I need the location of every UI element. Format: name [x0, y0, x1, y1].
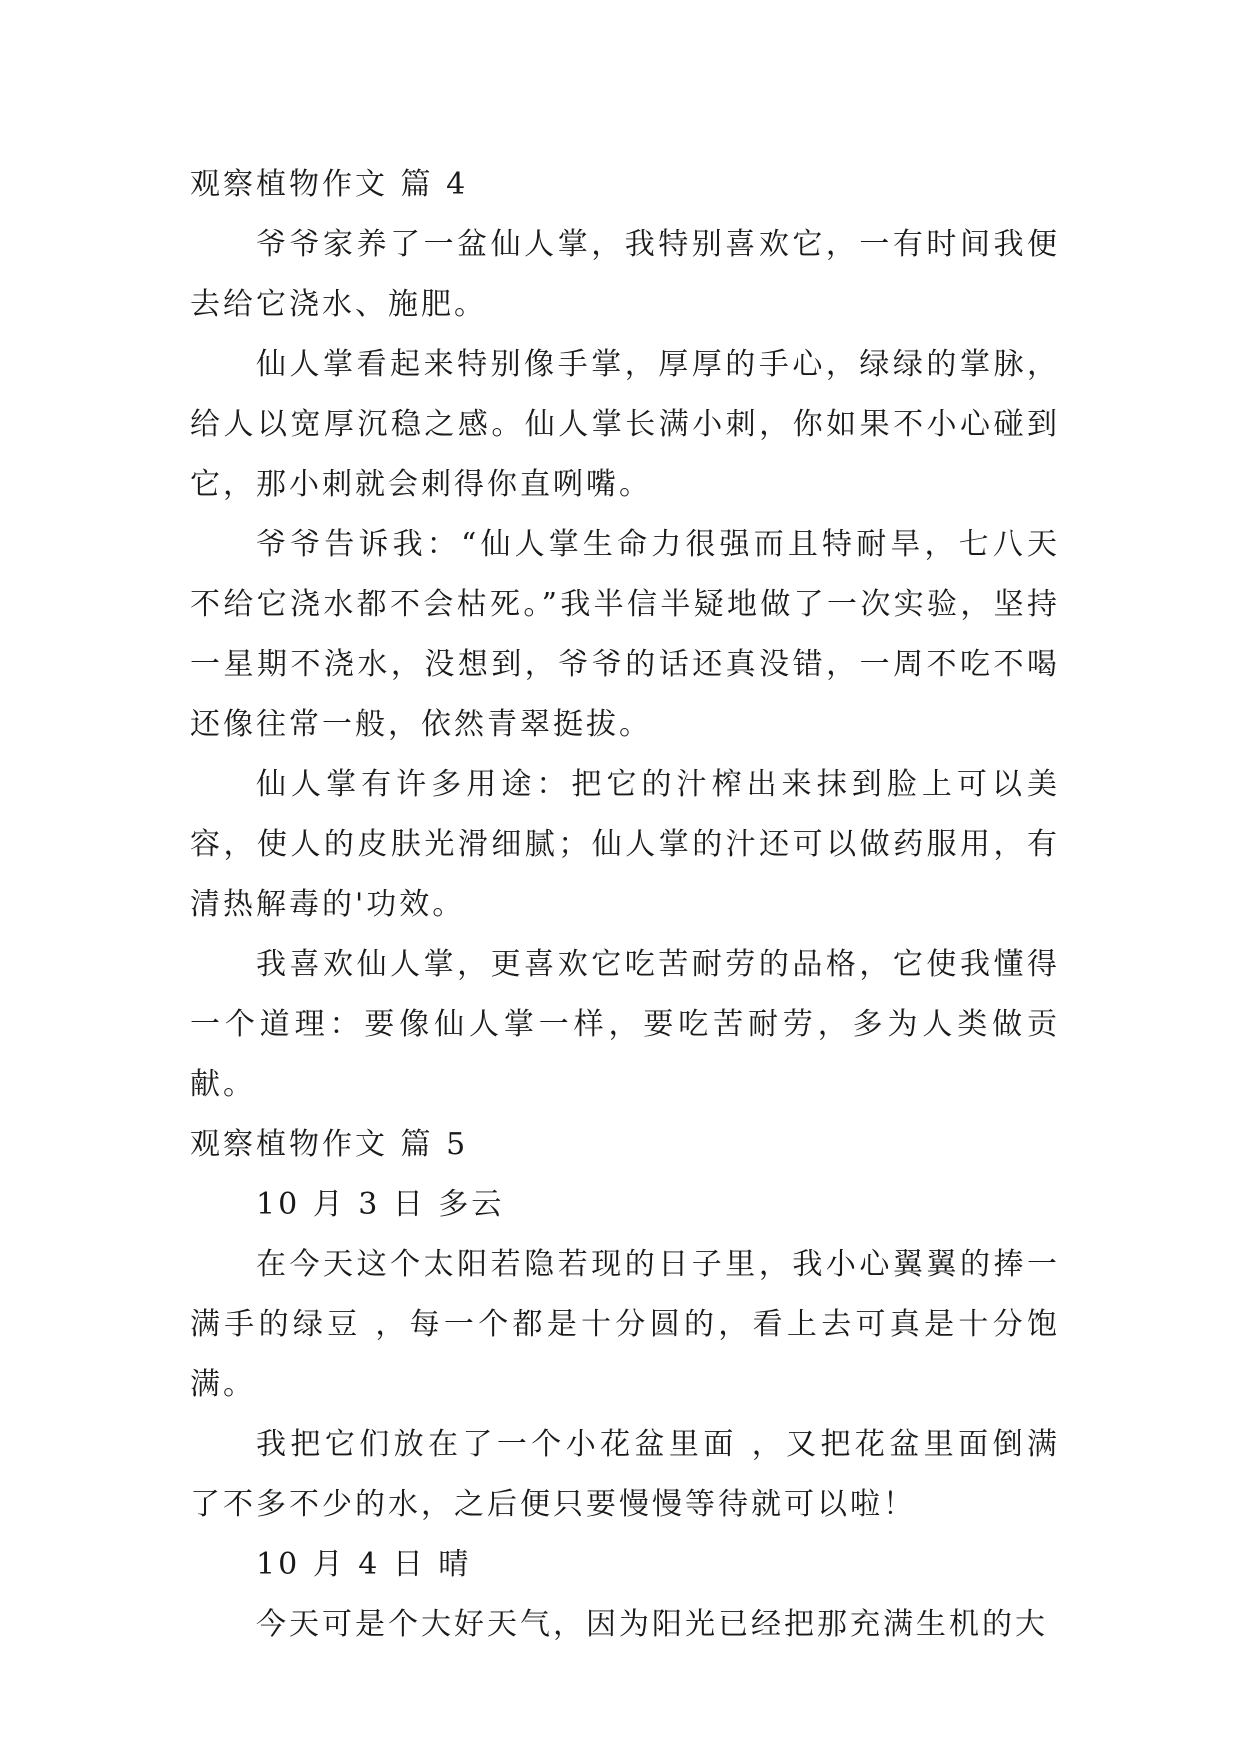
paragraph: 仙人掌看起来特别像手掌，厚厚的手心，绿绿的掌脉，给人以宽厚沉稳之感。仙人掌长满小刺，你如果不小心碰到它，那小刺就会刺得你直咧嘴。 [190, 347, 1060, 502]
paragraph: 爷爷家养了一盆仙人掌，我特别喜欢它，一有时间我便去给它浇水、施肥。 [190, 227, 1060, 322]
document-body [190, 155, 1060, 1655]
paragraph: 爷爷告诉我：“仙人掌生命力很强而且特耐旱，七八天不给它浇水都不会枯死。”我半信半疑地做了一次实验，坚持一星期不浇水，没想到，爷爷的话还真没错，一周不吃不喝还像往常一般，依然青翠挺拔。 [190, 527, 1060, 742]
paragraph: 今天可是个大好天气，因为阳光已经把那充满生机的大 [256, 1607, 1048, 1642]
paragraph: 在今天这个太阳若隐若现的日子里，我小心翼翼的捧一满手的绿豆 ，每一个都是十分圆的，看上去可真是十分饱满。 [190, 1247, 1060, 1402]
diary-date: 10 月 4 日 晴 [256, 1547, 472, 1582]
paragraph: 我喜欢仙人掌，更喜欢它吃苦耐劳的品格，它使我懂得一个道理：要像仙人掌一样，要吃苦耐劳，多为人类做贡献。 [190, 947, 1060, 1102]
section-heading-4: 观察植物作文 篇 4 [190, 167, 469, 202]
paragraph: 我把它们放在了一个小花盆里面 ，又把花盆里面倒满了不多不少的水，之后便只要慢慢等待就可以啦！ [190, 1427, 1060, 1522]
diary-date: 10 月 3 日 多云 [256, 1187, 505, 1222]
paragraph: 仙人掌有许多用途：把它的汁榨出来抹到脸上可以美容，使人的皮肤光滑细腻；仙人掌的汁还可以做药服用，有清热解毒的'功效。 [190, 767, 1060, 922]
section-heading-5: 观察植物作文 篇 5 [190, 1127, 469, 1162]
